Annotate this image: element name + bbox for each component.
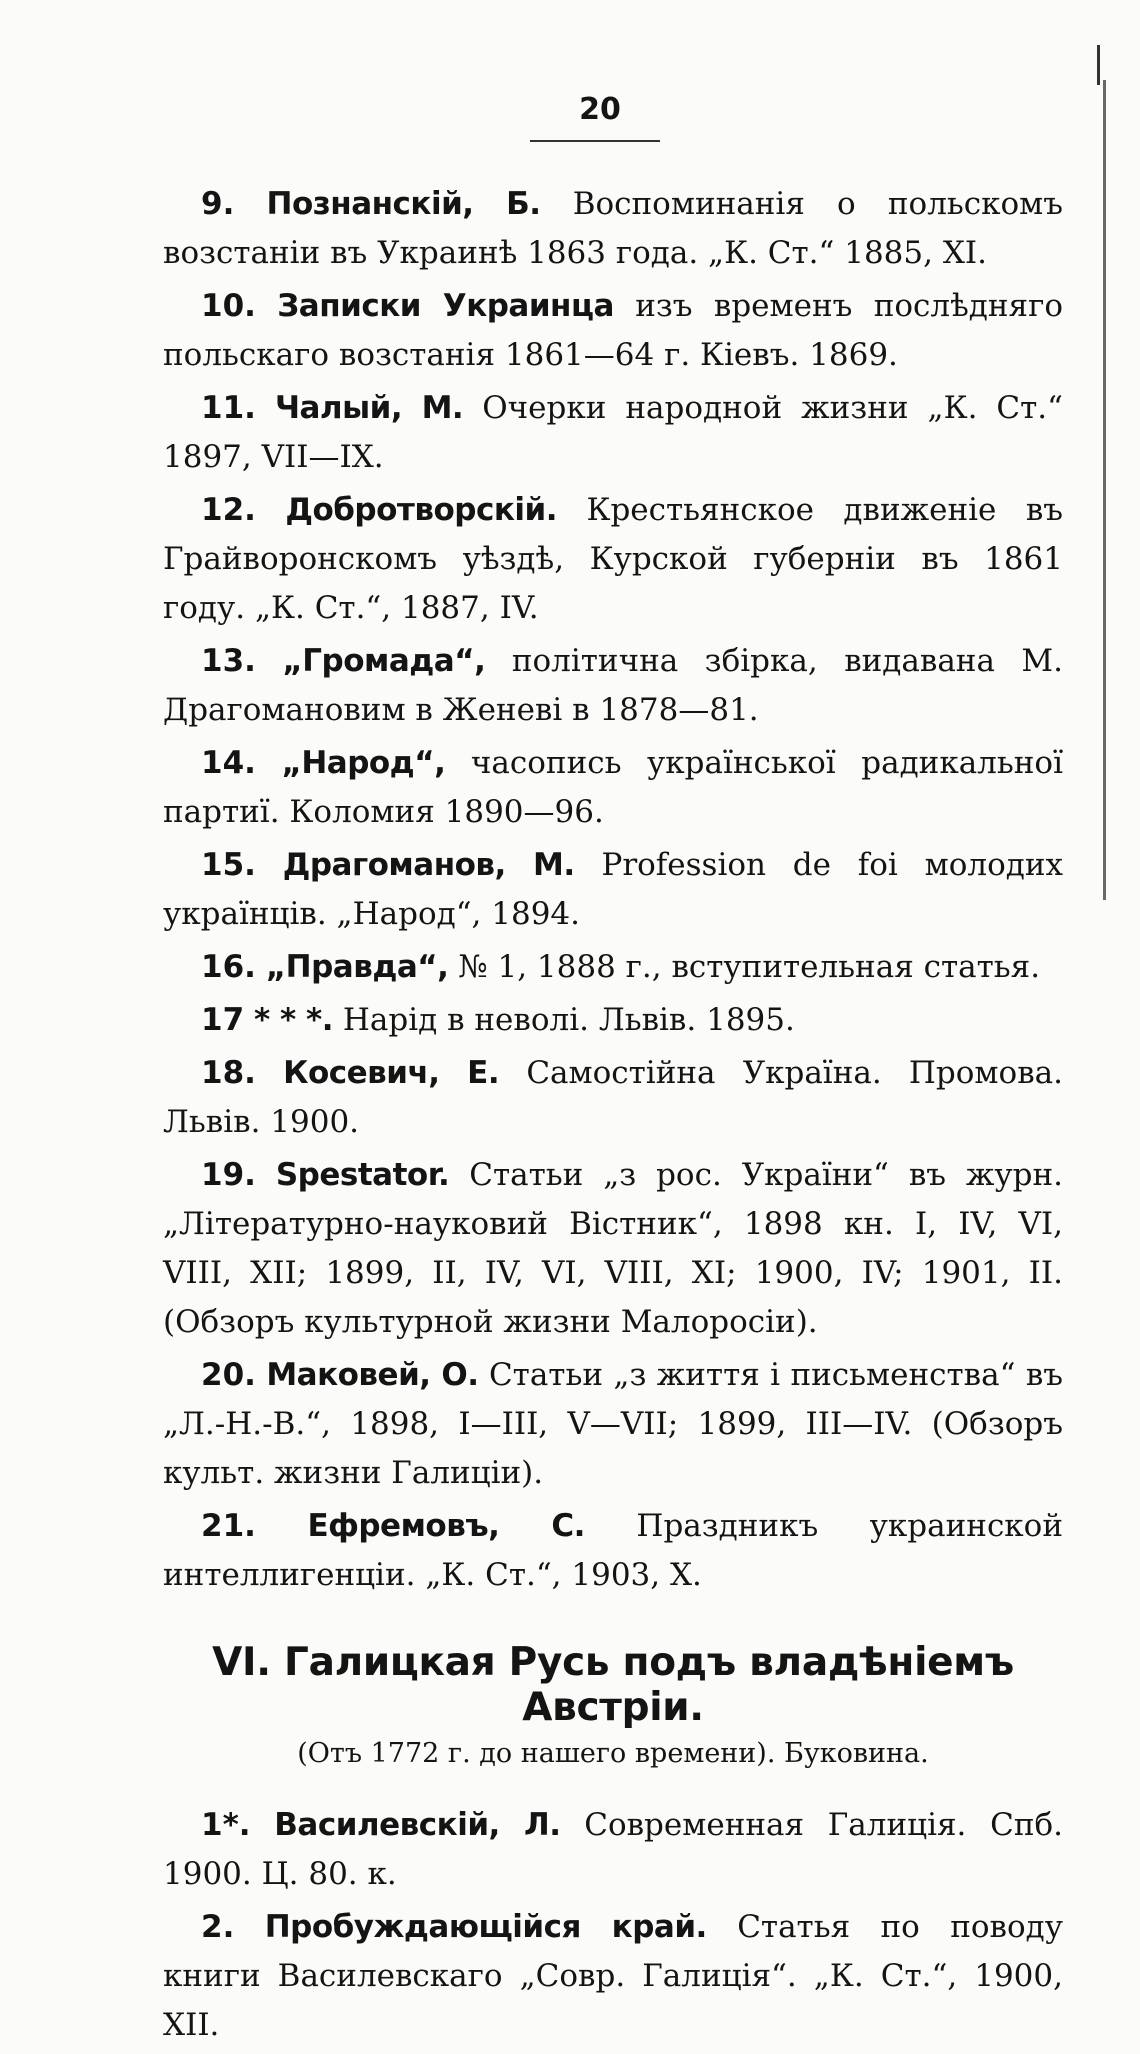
entry-text: часопись української радикальної партиї. Коломия 1890—96. <box>163 745 1063 830</box>
entry-author: Василевскій, Л. <box>274 1807 561 1843</box>
entry-number: 17 <box>201 1002 245 1038</box>
bibliography-entry <box>163 1903 1063 2050</box>
bibliography-entry <box>163 637 1063 735</box>
bibliography-entry <box>163 1502 1063 1600</box>
bibliography-entry <box>163 282 1063 380</box>
entry-text: Нарід в неволі. Львів. 1895. <box>342 1002 795 1038</box>
entry-author: Маковей, О. <box>266 1357 479 1393</box>
section-subtitle: (Отъ 1772 г. до нашего времени). Буковина. <box>297 1738 929 1769</box>
entry-text: № 1, 1888 г., вступительная статья. <box>458 949 1041 985</box>
entry-author: Познанскій, Б. <box>266 186 541 222</box>
entry-text: Статьи „з рос. України“ въ журн. „Літературно-науковий Вістник“, 1898 кн. I, IV, VI, VIII, XII; 1899, II, IV, VI, VIII, XI; 1900, IV; 1901, II. (Обзоръ культурной жизни Малоросіи). <box>163 1157 1064 1340</box>
bibliography-entry <box>163 739 1063 837</box>
bibliography-list <box>163 180 1063 1600</box>
entry-number: 12. <box>201 492 256 528</box>
bibliography-entry <box>163 1049 1063 1147</box>
entry-number: 19. <box>201 1157 256 1193</box>
bibliography-entry <box>163 841 1063 939</box>
section-title: VI. Галицкая Русь подъ владѣніемъ Австріи. <box>212 1640 1014 1730</box>
entry-text: Воспоминанія о польскомъ возстаніи въ Украинѣ 1863 года. „К. Ст.“ 1885, XI. <box>163 186 1063 271</box>
bibliography-entry <box>163 1351 1063 1498</box>
entry-number: 21. <box>201 1508 256 1544</box>
section-bibliography-list <box>163 1801 1063 2050</box>
entry-text: Profession de foi молодих українців. „Народ“, 1894. <box>163 847 1063 932</box>
entry-author: „Громада“, <box>282 643 486 679</box>
bibliography-entry <box>163 1801 1063 1899</box>
bibliography-entry <box>163 996 1063 1045</box>
page-content <box>163 180 1063 2054</box>
entry-author: Чалый, М. <box>274 390 464 426</box>
margin-binding-line <box>1103 80 1106 900</box>
entry-number: 1*. <box>201 1807 251 1843</box>
margin-mark <box>1097 45 1100 85</box>
entry-number: 15. <box>201 847 256 883</box>
entry-author: Добротворскій. <box>285 492 558 528</box>
entry-author: Ефремовъ, С. <box>307 1508 585 1544</box>
entry-text: Крестьянское движеніе въ Грайворонскомъ уѣздѣ, Курской губерніи въ 1861 году. „К. Ст.“, 1887, IV. <box>163 492 1064 626</box>
bibliography-entry <box>163 180 1063 278</box>
entry-number: 18. <box>201 1055 256 1091</box>
entry-author: Косевич, Е. <box>283 1055 500 1091</box>
entry-number: 10. <box>201 288 256 324</box>
entry-text: Очерки народной жизни „К. Ст.“ 1897, VII—IX. <box>163 390 1064 475</box>
entry-author: „Правда“, <box>265 949 449 985</box>
entry-text: Праздникъ украинской интеллигенціи. „К. Ст.“, 1903, X. <box>163 1508 1064 1593</box>
page-number: 20 <box>579 92 621 127</box>
entry-number: 14. <box>201 745 256 781</box>
entry-number: 2. <box>201 1909 235 1945</box>
bibliography-entry <box>163 1151 1063 1347</box>
entry-text: Самостійна Україна. Промова. Львів. 1900. <box>163 1055 1064 1140</box>
entry-text: Статья по поводу книги Василевскаго „Совр. Галиція“. „К. Ст.“, 1900, XII. <box>163 1909 1063 2043</box>
entry-number: 11. <box>201 390 256 426</box>
entry-text: Статьи „з життя і письменства“ въ „Л.-Н.-В.“, 1898, I—III, V—VII; 1899, III—IV. (Обзоръ культ. жизни Галиціи). <box>163 1357 1064 1491</box>
entry-author: Записки Украинца <box>277 288 614 324</box>
entry-author: * * *. <box>254 1002 333 1038</box>
bibliography-entry <box>163 384 1063 482</box>
entry-author: Пробуждающійся край. <box>264 1909 707 1945</box>
entry-number: 9. <box>201 186 235 222</box>
entry-number: 13. <box>201 643 256 679</box>
entry-text: изъ временъ послѣдняго польскаго возстанія 1861—64 г. Кіевъ. 1869. <box>163 288 1063 373</box>
entry-text: Современная Галиція. Спб. 1900. Ц. 80. к. <box>163 1807 1064 1892</box>
bibliography-entry <box>163 943 1063 992</box>
entry-author: „Народ“, <box>281 745 446 781</box>
entry-author: Драгоманов, М. <box>282 847 575 883</box>
entry-author: Spestator. <box>275 1157 450 1193</box>
entry-number: 20. <box>201 1357 256 1393</box>
entry-number: 16. <box>201 949 256 985</box>
entry-text: політична збірка, видавана М. Драгомановим в Женеві в 1878—81. <box>163 643 1064 728</box>
bibliography-entry <box>163 486 1063 633</box>
page-number-rule <box>530 140 660 142</box>
